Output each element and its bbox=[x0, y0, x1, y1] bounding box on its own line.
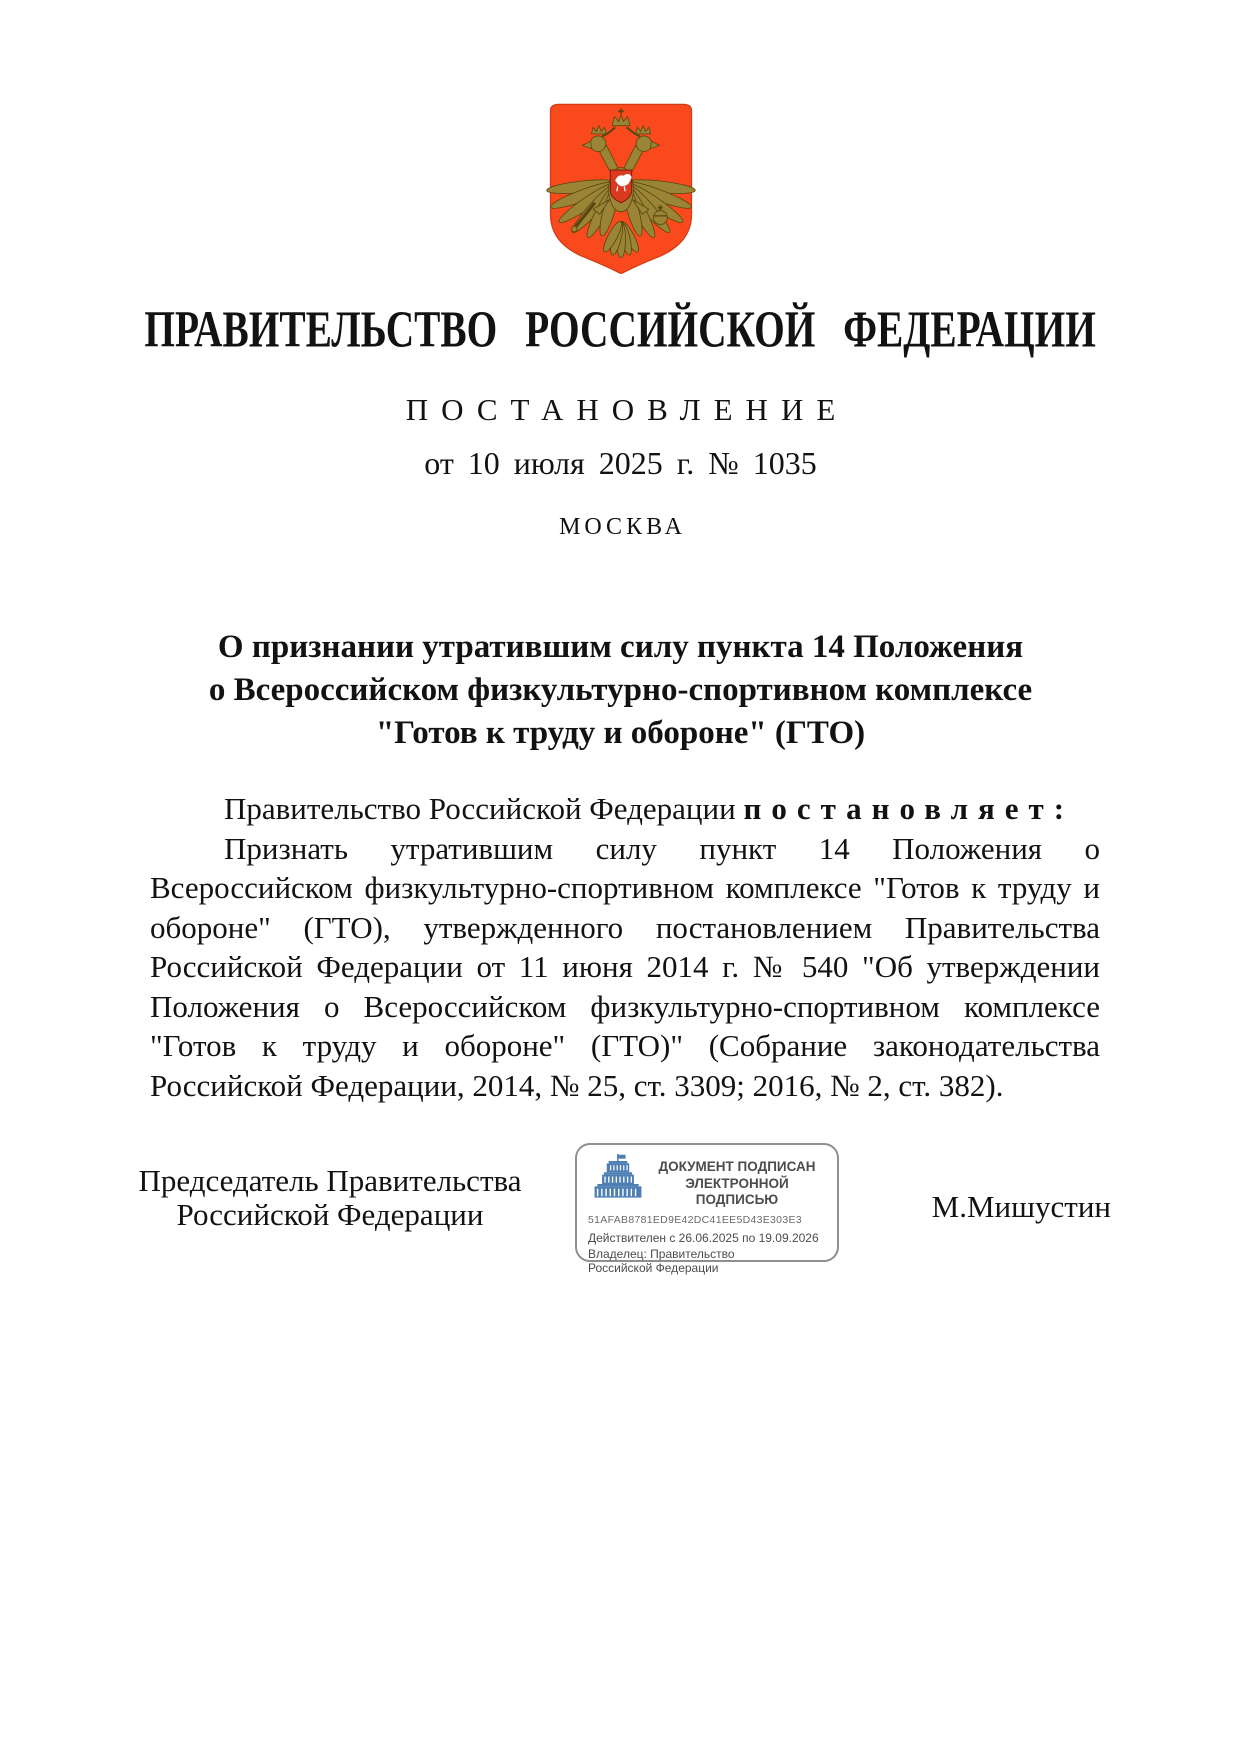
stamp-title-line: ДОКУМЕНТ ПОДПИСАН bbox=[658, 1159, 816, 1174]
document-title-line: О признании утратившим силу пункта 14 Положения bbox=[217, 629, 1024, 665]
document-type-heading: ПОСТАНОВЛЕНИЕ bbox=[405, 392, 849, 427]
signer-role-line: Российской Федерации bbox=[176, 1197, 484, 1232]
date-and-number-line: от 10 июля 2025 г. № 1035 bbox=[424, 445, 817, 481]
document-title-line: "Готов к труду и обороне" (ГТО) bbox=[375, 715, 866, 751]
signer-name: М.Мишустин bbox=[931, 1189, 1111, 1224]
document-title bbox=[0, 626, 1241, 755]
stamp-owner: Владелец: Правительство Российской Федерации bbox=[588, 1246, 735, 1275]
stamp-title bbox=[648, 1153, 826, 1209]
main-paragraph: Признать утратившим силу пункт 14 Положения о Всероссийском физкультурно-спортивном комплексе "Готов к труду и обороне" (ГТО), утвержденного постановлением Правительства Российской Федерации от 11 июня 2014 г. № 540 "Об утверждении Положения о Всероссийском физкультурно-спортивном комплексе "Готов к труду и обороне" (ГТО)" (Собрание законодательства Российской Федерации, 2014, № 25, ст. 3309; 2016, № 2, ст. 382). bbox=[150, 830, 1100, 1103]
government-heading-text: ПРАВИТЕЛЬСТВО РОССИЙСКОЙ ФЕДЕРАЦИИ bbox=[144, 301, 1097, 359]
stamp-header bbox=[588, 1153, 826, 1209]
government-heading bbox=[0, 300, 1241, 359]
city-label: МОСКВА bbox=[559, 514, 686, 540]
lead-paragraph bbox=[150, 789, 1100, 829]
electronic-signature-stamp bbox=[575, 1143, 839, 1275]
document-body bbox=[150, 789, 1100, 1105]
signer-role-line: Председатель Правительства bbox=[138, 1163, 522, 1198]
stamp-validity-period: Действителен с 26.06.2025 по 19.09.2026 bbox=[588, 1230, 819, 1245]
signer-role bbox=[128, 1164, 532, 1232]
stamp-certificate-number: 51AFAB8781ED9E42DC41EE5D43E303E3 bbox=[588, 1213, 802, 1226]
russia-coat-of-arms-icon bbox=[539, 101, 703, 275]
document-title-line: о Всероссийском физкультурно-спортивном комплексе bbox=[208, 672, 1033, 708]
decree-word: постановляет: bbox=[743, 791, 1075, 826]
government-house-icon bbox=[588, 1154, 648, 1199]
lead-text: Правительство Российской Федерации bbox=[224, 791, 744, 826]
stamp-title-line: ЭЛЕКТРОННОЙ ПОДПИСЬЮ bbox=[685, 1175, 789, 1207]
